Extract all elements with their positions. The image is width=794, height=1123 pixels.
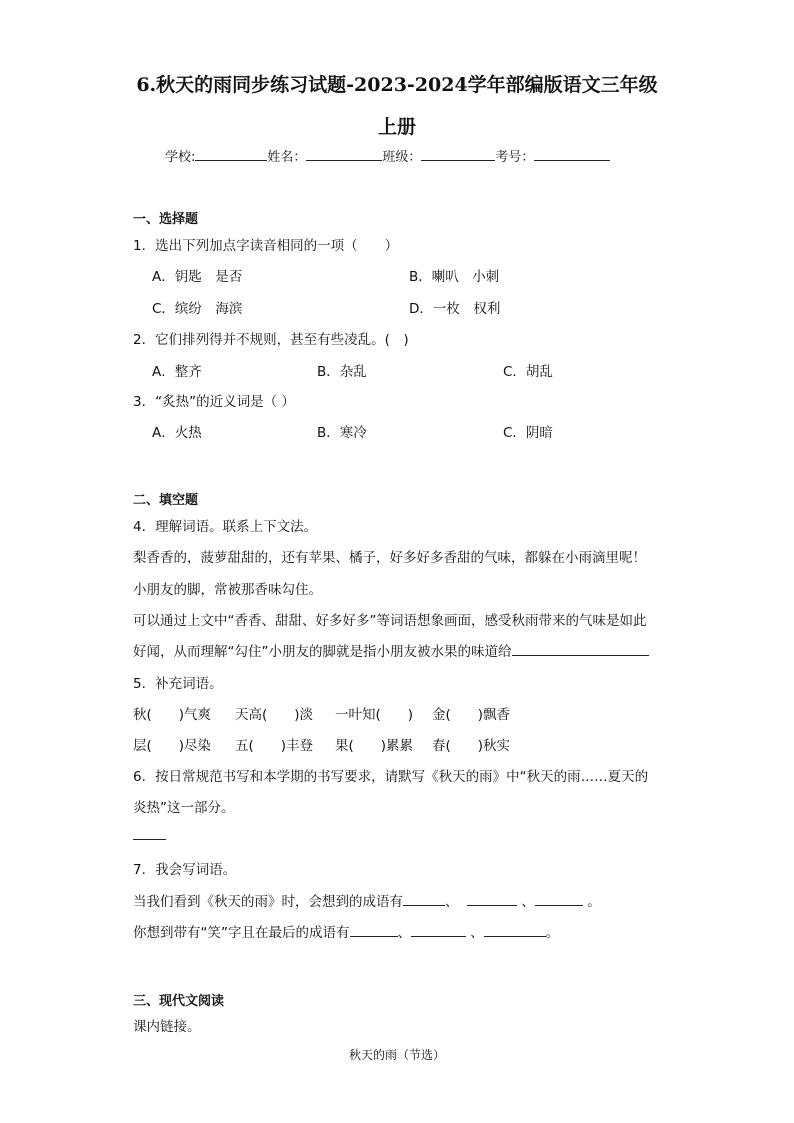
q7-line2 — [133, 921, 559, 941]
q7-line1-blank1[interactable] — [403, 904, 445, 906]
q6-stem-line2: 炎热”这一部分。 — [133, 800, 235, 816]
passage-title: 秋天的雨（节选） — [348, 1048, 445, 1062]
exam-title-line1: 6.秋天的雨同步练习试题-2023-2024学年部编版语文三年级 — [136, 74, 658, 96]
q3-option-c[interactable]: C．阴暗 — [503, 425, 553, 441]
q4-stem: 4．理解词语。联系上下文法。 — [133, 519, 318, 535]
section3-intro: 课内链接。 — [133, 1019, 201, 1035]
q7-line1-end: 。 — [587, 894, 601, 910]
q1-option-a[interactable]: A．钥匙 是否 — [152, 269, 243, 285]
q2-option-c[interactable]: C．胡乱 — [503, 364, 553, 380]
school-blank[interactable] — [195, 159, 267, 161]
q7-line1 — [133, 890, 601, 910]
q5-row1-item2[interactable]: 天高( )淡 — [235, 707, 314, 723]
q4-question-line1: 可以通过上文中“香香、甜甜、好多好多”等词语想象画面，感受秋雨带来的气味是如此 — [133, 613, 647, 629]
q4-question-line2 — [133, 640, 649, 660]
exam-no-label: 考号： — [495, 150, 535, 165]
q7-line2-text: 你想到带有“笑”字且在最后的成语有 — [133, 925, 350, 941]
name-blank[interactable] — [306, 159, 382, 161]
class-label: 班级： — [382, 150, 422, 165]
q2-stem: 2．它们排列得并不规则，甚至有些凌乱。( ) — [133, 332, 409, 348]
q4-passage-line1: 梨香香的，菠萝甜甜的，还有苹果、橘子，好多好多香甜的气味，都躲在小雨滴里呢！ — [133, 550, 646, 566]
q7-line2-sep1: 、 — [397, 925, 411, 941]
student-info-row — [165, 146, 610, 165]
q1-option-c[interactable]: C．缤纷 海滨 — [152, 301, 243, 317]
q5-row1-item1[interactable]: 秋( )气爽 — [133, 707, 212, 723]
class-blank[interactable] — [421, 159, 495, 161]
q1-option-d[interactable]: D．一枚 权利 — [409, 301, 501, 317]
q2-option-a[interactable]: A．整齐 — [152, 364, 202, 380]
q7-line1-blank2[interactable] — [467, 904, 517, 906]
q7-line1-text: 当我们看到《秋天的雨》时，会想到的成语有 — [133, 894, 403, 910]
q7-line2-blank3[interactable] — [484, 935, 546, 937]
q5-row1-item3[interactable]: 一叶知( ) — [335, 707, 414, 723]
q5-stem: 5．补充词语。 — [133, 676, 223, 692]
exam-no-blank[interactable] — [534, 159, 610, 161]
q3-option-b[interactable]: B．寒冷 — [317, 425, 367, 441]
section2-heading: 二、填空题 — [133, 493, 199, 508]
q5-row2-item2[interactable]: 五( )丰登 — [235, 738, 314, 754]
q5-row1-item4[interactable]: 金( )飘香 — [432, 707, 511, 723]
q6-answer-blank[interactable] — [133, 839, 166, 840]
q7-line2-blank2[interactable] — [411, 935, 466, 937]
q4-passage-line2: 小朋友的脚，常被那香味勾住。 — [133, 582, 322, 598]
q1-option-b[interactable]: B．喇叭 小刺 — [409, 269, 500, 285]
q3-option-a[interactable]: A．火热 — [152, 425, 202, 441]
q4-question-text: 好闻，从而理解“勾住”小朋友的脚就是指小朋友被水果的味道给 — [133, 644, 512, 660]
q5-row2-item4[interactable]: 春( )秋实 — [432, 738, 511, 754]
q4-answer-blank[interactable] — [512, 654, 649, 656]
q7-line1-sep2: 、 — [521, 894, 535, 910]
q2-option-b[interactable]: B．杂乱 — [317, 364, 367, 380]
section3-heading: 三、现代文阅读 — [133, 994, 225, 1009]
section1-heading: 一、选择题 — [133, 212, 199, 227]
q3-stem: 3．“炙热”的近义词是（ ） — [133, 394, 295, 410]
q6-stem-line1: 6．按日常规范书写和本学期的书写要求，请默写《秋天的雨》中“秋天的雨……夏天的 — [133, 769, 649, 785]
q7-stem: 7．我会写词语。 — [133, 862, 237, 878]
q1-stem: 1．选出下列加点字读音相同的一项（ ） — [133, 238, 399, 254]
q5-row2-item3[interactable]: 果( )累累 — [335, 738, 414, 754]
exam-title-line2: 上册 — [377, 116, 416, 138]
q7-line1-sep1: 、 — [445, 894, 459, 910]
q7-line1-blank3[interactable] — [535, 904, 583, 906]
q7-line2-end: 。 — [545, 925, 560, 941]
school-label: 学校: — [165, 150, 196, 165]
q5-row2-item1[interactable]: 层( )尽染 — [133, 738, 212, 754]
q7-line2-sep2: 、 — [470, 925, 484, 941]
name-label: 姓名： — [267, 150, 307, 165]
q7-line2-blank1[interactable] — [350, 935, 398, 937]
